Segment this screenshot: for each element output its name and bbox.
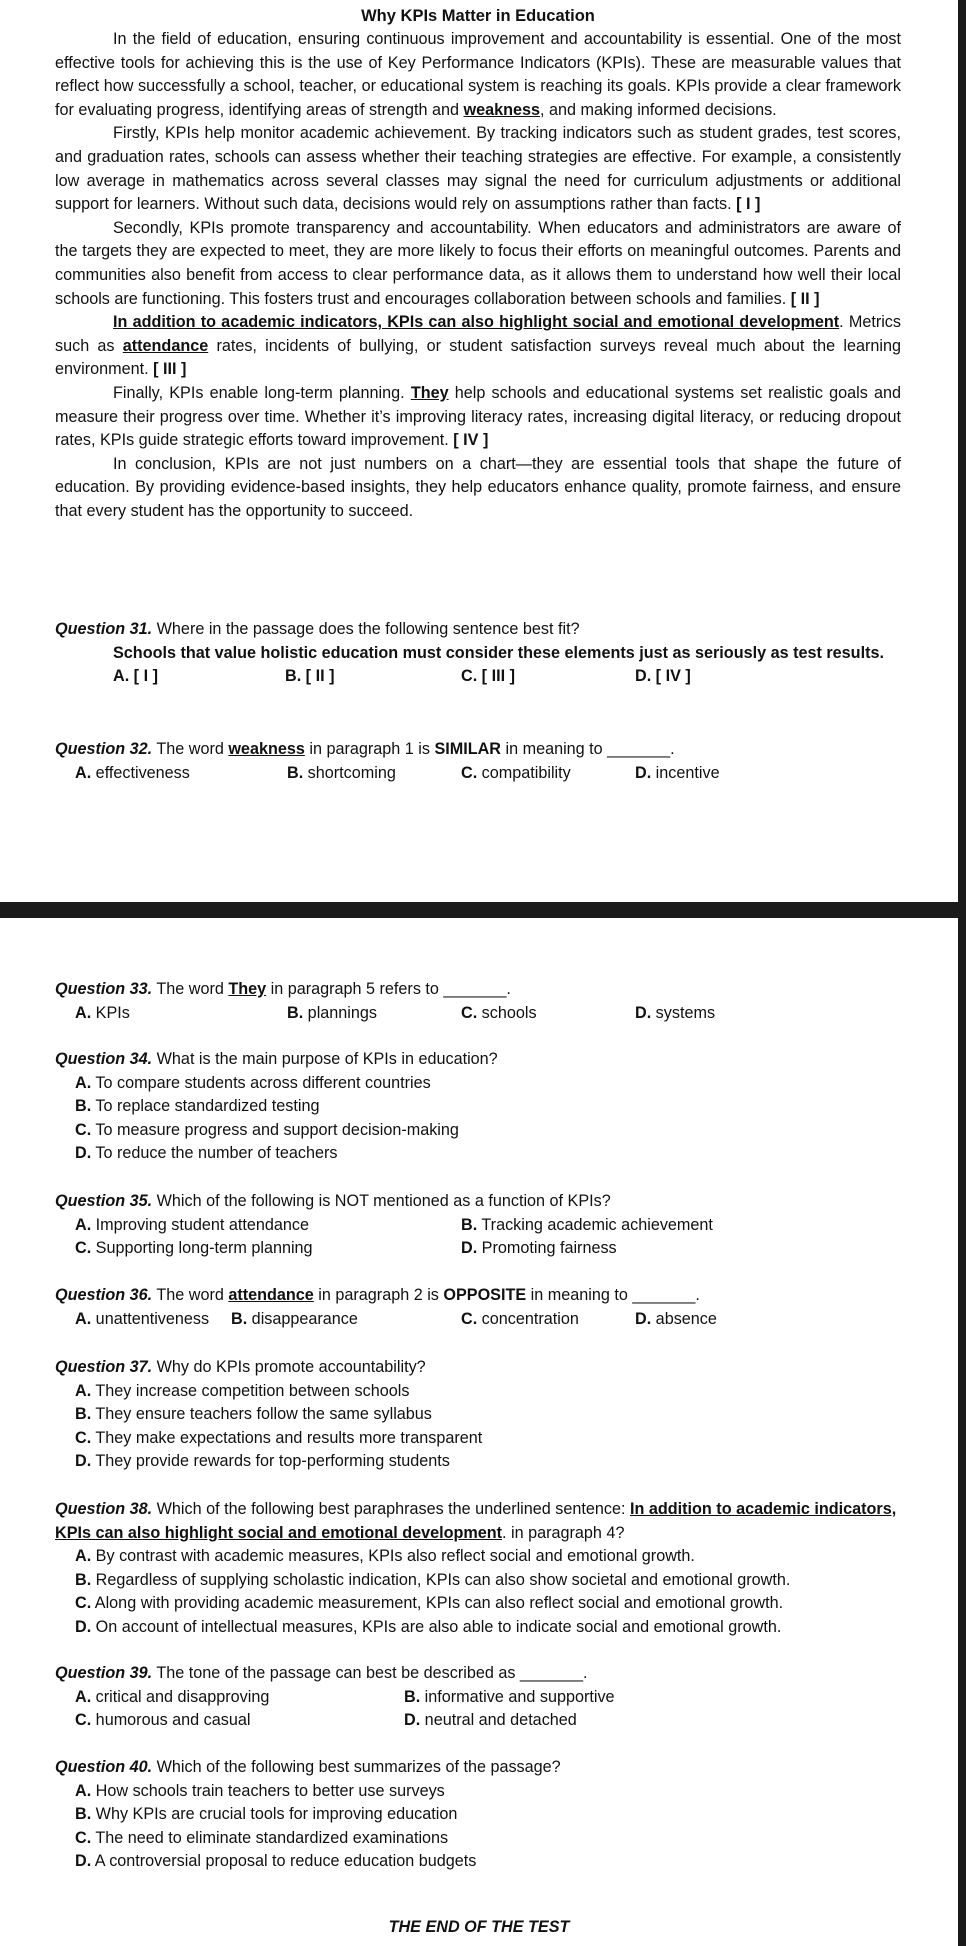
question-33-options	[55, 1002, 905, 1026]
option-a[interactable]	[75, 1545, 905, 1569]
question-38-label: Question 38.	[55, 1500, 153, 1518]
option-letter: D.	[635, 763, 652, 782]
option-text: neutral and detached	[420, 1711, 577, 1730]
question-35-options-row-1	[55, 1214, 905, 1238]
question-36-label: Question 36.	[55, 1286, 153, 1304]
target-word: weakness	[228, 740, 305, 758]
paragraph-3	[55, 217, 901, 311]
question-34-label: Question 34.	[55, 1050, 153, 1068]
option-d[interactable]	[635, 1002, 715, 1026]
option-text: concentration	[477, 1309, 579, 1328]
end-of-test-label: THE END OF THE TEST	[388, 1918, 570, 1936]
paragraph-4	[55, 311, 901, 382]
paragraph-2	[55, 122, 901, 216]
question-33	[55, 978, 905, 1025]
target-word: They	[228, 980, 267, 998]
page-1	[0, 0, 958, 902]
option-letter: D.	[404, 1711, 421, 1730]
option-c[interactable]	[75, 1119, 905, 1143]
option-letter: C.	[75, 1711, 92, 1730]
option-letter: B.	[285, 667, 302, 686]
question-31-options	[55, 665, 905, 689]
option-letter: A.	[75, 1381, 92, 1400]
option-letter: D.	[75, 1852, 92, 1871]
question-33-label: Question 33.	[55, 980, 153, 998]
question-37-label: Question 37.	[55, 1358, 153, 1376]
option-letter: B.	[231, 1309, 248, 1328]
option-letter: B.	[287, 1003, 304, 1022]
p2-marker: [ I ]	[736, 195, 761, 214]
option-text: Regardless of supplying scholastic indication, KPIs can also show societal and emotional growth.	[91, 1570, 791, 1589]
stem-part: Which of the following best summarizes of the passage?	[152, 1758, 561, 1776]
option-text: They provide rewards for top-performing students	[91, 1452, 450, 1471]
paragraph-6	[55, 453, 901, 524]
option-d[interactable]	[461, 1237, 617, 1261]
option-letter: B.	[75, 1097, 92, 1116]
option-a[interactable]	[75, 1214, 309, 1238]
option-letter: C.	[75, 1828, 92, 1847]
question-32-stem	[55, 738, 905, 762]
option-b[interactable]	[404, 1686, 615, 1710]
option-c[interactable]	[75, 1237, 313, 1261]
option-d[interactable]	[635, 665, 691, 689]
option-b[interactable]	[287, 762, 396, 786]
option-letter: B.	[461, 1215, 478, 1234]
question-35-options-row-2	[55, 1237, 905, 1261]
question-31	[55, 618, 905, 689]
option-b[interactable]	[75, 1569, 905, 1593]
question-37	[55, 1356, 905, 1474]
p4-underlined-sentence: In addition to academic indicators, KPIs can also highlight social and emotional development	[113, 313, 840, 332]
option-a[interactable]	[75, 762, 190, 786]
question-32-options	[55, 762, 905, 786]
question-37-stem	[55, 1356, 905, 1380]
option-letter: D.	[75, 1617, 92, 1636]
p5-text-a: Finally, KPIs enable long-term planning.	[113, 383, 411, 402]
p4-underlined-word: attendance	[122, 336, 209, 355]
p1-text-b: , and making informed decisions.	[540, 100, 777, 119]
option-letter: C.	[461, 1309, 478, 1328]
option-c[interactable]	[461, 665, 515, 689]
question-35-label: Question 35.	[55, 1192, 153, 1210]
option-a[interactable]	[75, 1380, 905, 1404]
p2-text: Firstly, KPIs help monitor academic achievement. By tracking indicators such as student grades, test scores, and graduation rates, schools can assess whether their teaching strategies are effective. For example, a consistently low average in mathematics across several classes may signal the need for curriculum adjustments or additional support for learners. Without such data, decisions would rely on assumptions rather than facts.	[55, 124, 901, 214]
page-2	[0, 918, 958, 1946]
p6-text: In conclusion, KPIs are not just numbers on a chart—they are essential tools that shape the future of education. By providing evidence-based insights, they help educators enhance quality, promote fairness, and ensure that every student has the opportunity to succeed.	[55, 454, 901, 520]
option-c[interactable]	[75, 1709, 250, 1733]
question-40-label: Question 40.	[55, 1758, 153, 1776]
option-letter: A.	[75, 1215, 92, 1234]
option-text: KPIs	[91, 1003, 130, 1022]
option-text: To reduce the number of teachers	[91, 1144, 338, 1163]
stem-part: . in paragraph 4?	[502, 1523, 625, 1542]
stem-part: The word	[152, 740, 229, 758]
keyword: SIMILAR	[434, 740, 501, 758]
question-39-stem	[55, 1662, 905, 1686]
question-40-stem	[55, 1756, 905, 1780]
option-d[interactable]	[75, 1142, 905, 1166]
option-text: Promoting fairness	[477, 1239, 617, 1258]
option-c[interactable]	[461, 762, 571, 786]
option-text: They make expectations and results more transparent	[91, 1428, 483, 1447]
option-letter: A.	[75, 1003, 92, 1022]
question-31-quote: Schools that value holistic education must consider these elements just as seriously as test results.	[113, 643, 884, 662]
option-letter: C.	[75, 1594, 92, 1613]
option-d[interactable]	[75, 1450, 905, 1474]
option-b[interactable]	[461, 1214, 713, 1238]
option-c[interactable]	[75, 1592, 905, 1616]
option-letter: C.	[75, 1428, 92, 1447]
p5-text-b: help schools and educational systems set realistic goals and measure their progress over time. Whether it’s improving literacy rates, increasing digital literacy, or reducing dropout rates, KPIs guide strategic efforts toward improvement.	[55, 383, 901, 450]
option-text: effectiveness	[91, 763, 190, 782]
p4-marker: [ III ]	[153, 360, 187, 379]
passage-title: Why KPIs Matter in Education	[361, 7, 595, 25]
option-text: humorous and casual	[91, 1711, 251, 1730]
option-a[interactable]	[75, 1308, 209, 1332]
question-36	[55, 1284, 905, 1331]
question-33-stem	[55, 978, 905, 1002]
option-letter: A.	[75, 1687, 92, 1706]
option-letter: D.	[635, 1003, 652, 1022]
option-text: They increase competition between schools	[91, 1381, 410, 1400]
option-d[interactable]	[404, 1709, 577, 1733]
option-letter: C.	[461, 763, 478, 782]
option-letter: A.	[75, 1309, 92, 1328]
question-40	[55, 1756, 905, 1874]
stem-part: in paragraph 2 is	[313, 1286, 444, 1304]
question-39-options-row-1	[55, 1686, 905, 1710]
reading-passage	[55, 4, 901, 523]
option-b[interactable]	[75, 1095, 905, 1119]
question-31-stem	[55, 618, 905, 642]
option-letter: A.	[75, 1781, 92, 1800]
stem-part: What is the main purpose of KPIs in education?	[152, 1050, 498, 1068]
question-35	[55, 1190, 905, 1261]
stem-part: The tone of the passage can best be described as _______.	[152, 1664, 588, 1682]
stem-part: in meaning to _______.	[526, 1286, 700, 1304]
option-text: compatibility	[477, 763, 571, 782]
option-letter: D.	[635, 667, 652, 686]
option-text: They ensure teachers follow the same syllabus	[91, 1405, 432, 1424]
stem-part: in paragraph 5 refers to _______.	[266, 980, 511, 998]
question-35-stem	[55, 1190, 905, 1214]
p5-underlined-word: They	[410, 383, 449, 402]
page-edge-shadow	[958, 0, 966, 1946]
option-text: disappearance	[247, 1309, 358, 1328]
option-b[interactable]	[75, 1403, 905, 1427]
option-b[interactable]	[75, 1803, 905, 1827]
option-letter: C.	[461, 1003, 478, 1022]
option-text: plannings	[303, 1003, 377, 1022]
question-39-label: Question 39.	[55, 1664, 153, 1682]
option-a[interactable]	[113, 665, 158, 689]
option-text: To measure progress and support decision-making	[91, 1120, 459, 1139]
target-word: attendance	[228, 1286, 314, 1304]
p3-text: Secondly, KPIs promote transparency and accountability. When educators and administrators are aware of the targets they are expected to meet, they are more likely to focus their efforts on meaningful outcomes. Parents and communities also benefit from access to clear performance data, as it allows them to understand how well their local schools are functioning. This fosters trust and encourages collaboration between schools and families.	[55, 218, 901, 308]
question-39-options-row-2	[55, 1709, 905, 1733]
option-a[interactable]	[75, 1686, 269, 1710]
question-32-label: Question 32.	[55, 740, 153, 758]
option-text: The need to eliminate standardized examinations	[91, 1828, 449, 1847]
option-letter: C.	[75, 1239, 92, 1258]
option-text: schools	[477, 1003, 537, 1022]
option-letter: A.	[75, 1073, 92, 1092]
paragraph-1	[55, 28, 901, 122]
page-break	[0, 902, 958, 918]
stem-part: in paragraph 1 is	[304, 740, 435, 758]
stem-part: The word	[152, 1286, 229, 1304]
option-text: Improving student attendance	[91, 1215, 309, 1234]
option-text: critical and disapproving	[91, 1687, 270, 1706]
option-text: Why KPIs are crucial tools for improving education	[91, 1805, 458, 1824]
option-text: [ IV ]	[651, 667, 691, 686]
option-letter: D.	[75, 1144, 92, 1163]
option-c[interactable]	[75, 1827, 905, 1851]
option-text: To compare students across different countries	[91, 1073, 431, 1092]
question-34-stem	[55, 1048, 905, 1072]
option-b[interactable]	[231, 1308, 358, 1332]
underlined-sentence: In addition to academic indicators, KPIs can also highlight social and emotional development	[55, 1500, 897, 1542]
option-c[interactable]	[461, 1002, 537, 1026]
stem-part: in meaning to _______.	[500, 740, 675, 758]
p3-marker: [ II ]	[790, 289, 820, 308]
option-text: shortcoming	[303, 763, 396, 782]
option-text: [ II ]	[301, 667, 335, 686]
option-letter: B.	[404, 1687, 421, 1706]
paragraph-5	[55, 382, 901, 453]
option-d[interactable]	[635, 1308, 717, 1332]
option-text: unattentiveness	[91, 1309, 210, 1328]
option-a[interactable]	[75, 1072, 905, 1096]
p1-text-a: In the field of education, ensuring continuous improvement and accountability is essential. One of the most effective tools for achieving this is the use of Key Performance Indicators (KPIs). These are measurable values that reflect how successfully a school, teacher, or educational system is reaching its goals. KPIs provide a clear framework for evaluating progress, identifying areas of strength and	[55, 30, 901, 119]
question-36-options	[55, 1308, 905, 1332]
question-31-text: Where in the passage does the following sentence best fit?	[152, 620, 580, 638]
question-32	[55, 738, 905, 785]
option-a[interactable]	[75, 1780, 905, 1804]
option-text: absence	[651, 1309, 717, 1328]
option-text: To replace standardized testing	[91, 1097, 320, 1116]
p4-text-a: . Metrics such as	[55, 313, 901, 355]
option-letter: B.	[75, 1570, 92, 1589]
option-text: [ III ]	[477, 667, 515, 686]
p1-underlined-word: weakness	[463, 100, 541, 119]
option-d[interactable]	[75, 1850, 905, 1874]
option-letter: B.	[287, 763, 304, 782]
option-text: A controversial proposal to reduce education budgets	[91, 1852, 477, 1871]
question-34	[55, 1048, 905, 1166]
option-c[interactable]	[461, 1308, 579, 1332]
p4-text-b: rates, incidents of bullying, or student satisfaction surveys reveal much about the learning environment.	[55, 336, 901, 379]
option-letter: B.	[75, 1805, 92, 1824]
option-letter: A.	[113, 667, 130, 686]
option-letter: C.	[75, 1120, 92, 1139]
option-letter: D.	[461, 1239, 478, 1258]
option-text: Tracking academic achievement	[477, 1215, 713, 1234]
option-letter: D.	[75, 1452, 92, 1471]
option-b[interactable]	[285, 665, 334, 689]
option-text: Along with providing academic measurement, KPIs can also reflect social and emotional growth.	[91, 1594, 784, 1613]
option-text: How schools train teachers to better use surveys	[91, 1781, 445, 1800]
question-38	[55, 1498, 905, 1640]
option-b[interactable]	[287, 1002, 377, 1026]
option-d[interactable]	[75, 1616, 905, 1640]
option-letter: D.	[635, 1309, 652, 1328]
option-text: systems	[651, 1003, 716, 1022]
keyword: OPPOSITE	[443, 1286, 527, 1304]
question-39	[55, 1662, 905, 1733]
option-letter: C.	[461, 667, 478, 686]
stem-part: The word	[152, 980, 229, 998]
option-letter: A.	[75, 1547, 92, 1566]
option-text: On account of intellectual measures, KPIs are also able to indicate social and emotional growth.	[91, 1617, 782, 1636]
option-a[interactable]	[75, 1002, 130, 1026]
option-text: By contrast with academic measures, KPIs also reflect social and emotional growth.	[91, 1547, 695, 1566]
stem-part: Why do KPIs promote accountability?	[152, 1358, 426, 1376]
question-38-stem	[55, 1498, 905, 1545]
stem-part: Which of the following is NOT mentioned as a function of KPIs?	[152, 1192, 611, 1210]
p5-marker: [ IV ]	[453, 431, 489, 450]
stem-part: Which of the following best paraphrases the underlined sentence:	[152, 1500, 630, 1518]
option-text: Supporting long-term planning	[91, 1239, 313, 1258]
question-36-stem	[55, 1284, 905, 1308]
option-text: incentive	[651, 763, 720, 782]
option-d[interactable]	[635, 762, 720, 786]
question-31-label: Question 31.	[55, 620, 153, 638]
option-letter: A.	[75, 763, 92, 782]
option-c[interactable]	[75, 1427, 905, 1451]
option-letter: B.	[75, 1405, 92, 1424]
option-text: [ I ]	[129, 667, 158, 686]
option-text: informative and supportive	[420, 1687, 615, 1706]
